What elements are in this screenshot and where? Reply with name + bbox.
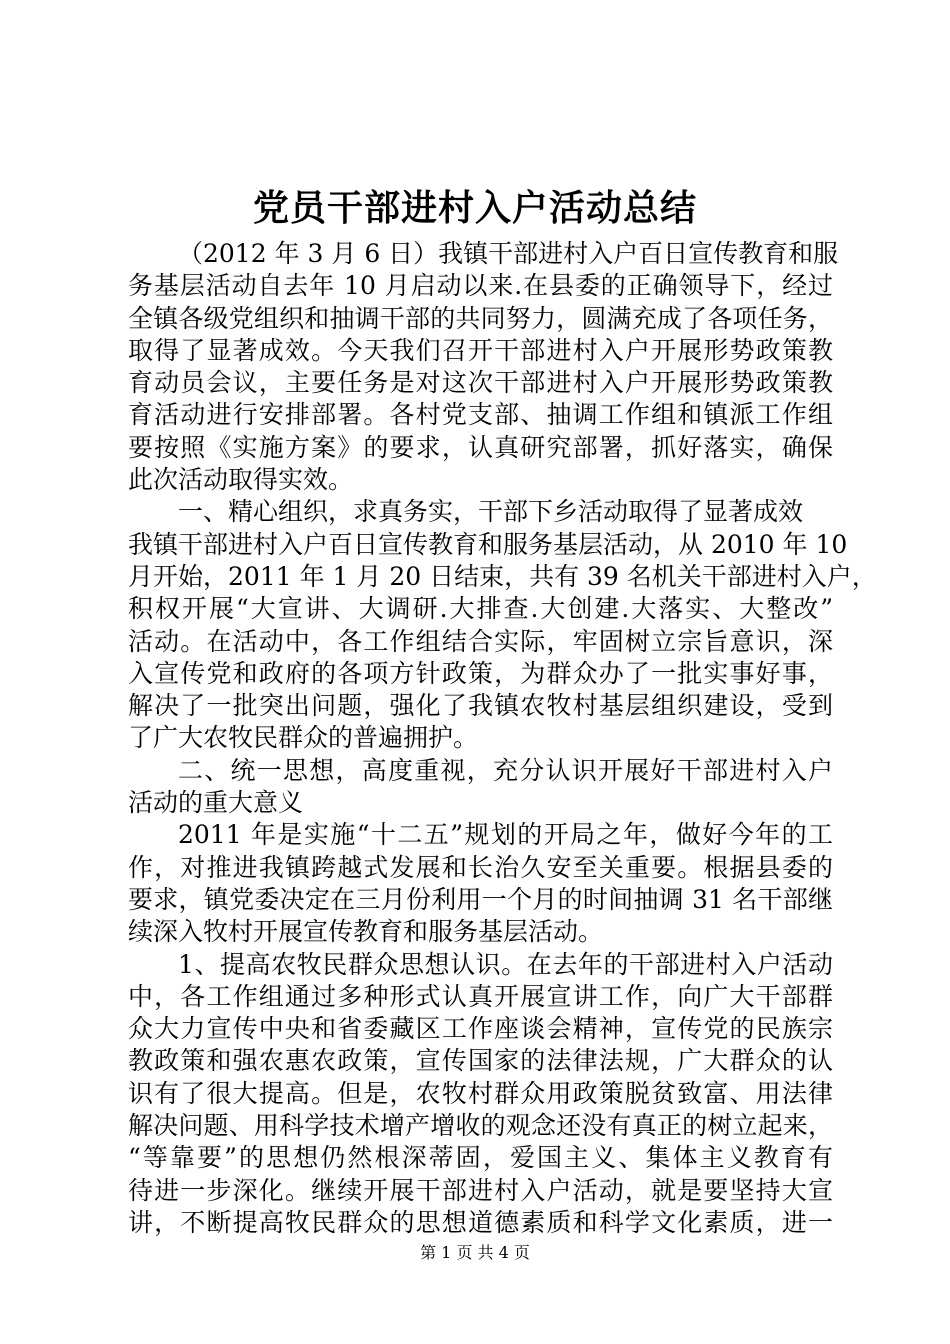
text-line: 续深入牧村开展宣传教育和服务基层活动。	[128, 917, 604, 947]
text-line: 解决问题、用科学技术增产增收的观念还没有真正的树立起来，	[128, 1111, 833, 1141]
text-line: 识有了很大提高。但是，农牧村群众用政策脱贫致富、用法律	[128, 1078, 833, 1108]
section-heading-2-cont: 活动的重大意义	[128, 788, 304, 818]
text-line: 我镇干部进村入户百日宣传教育和服务基层活动，从 2010 年 10	[128, 529, 848, 559]
section-heading-1: 一、精心组织，求真务实，干部下乡活动取得了显著成效	[178, 497, 804, 527]
text-line: 月开始，2011 年 1 月 20 日结束，共有 39 名机关干部进村入户，	[128, 561, 877, 591]
text-line: 要求，镇党委决定在三月份利用一个月的时间抽调 31 名干部继	[128, 884, 833, 914]
text-line: “等靠要”的思想仍然根深蒂固，爱国主义、集体主义教育有	[128, 1143, 833, 1173]
text-line: 了广大农牧民群众的普遍拥护。	[128, 723, 479, 753]
text-line: 教政策和强农惠农政策，宣传国家的法律法规，广大群众的认	[128, 1046, 833, 1076]
document-title: 党员干部进村入户活动总结	[252, 187, 697, 229]
text-line: 入宣传党和政府的各项方针政策，为群众办了一批实事好事，	[128, 658, 833, 688]
text-line: 积权开展“大宣讲、大调研.大排查.大创建.大落实、大整改”	[128, 594, 833, 624]
text-line: 全镇各级党组织和抽调干部的共同努力，圆满充成了各项任务，	[128, 303, 833, 333]
text-line: 众大力宣传中央和省委藏区工作座谈会精神，宣传党的民族宗	[128, 1014, 833, 1044]
text-line: 此次活动取得实效。	[128, 465, 354, 495]
text-line: （2012 年 3 月 6 日）我镇干部进村入户百日宣传教育和服	[178, 239, 839, 268]
text-line: 育动员会议，主要任务是对这次干部进村入户开展形势政策教	[128, 368, 833, 398]
text-line: 活动。在活动中，各工作组结合实际，牢固树立宗旨意识，深	[128, 626, 833, 656]
text-line: 讲，不断提高牧民群众的思想道德素质和科学文化素质，进一	[128, 1207, 833, 1237]
text-line: 取得了显著成效。今天我们召开干部进村入户开展形势政策教	[128, 335, 833, 365]
text-line: 务基层活动自去年 10 月启动以来.在县委的正确领导下，经过	[128, 271, 833, 301]
section-heading-2: 二、统一思想，高度重视，充分认识开展好干部进村入户	[178, 755, 833, 785]
text-line: 2011 年是实施“十二五”规划的开局之年，做好今年的工	[178, 820, 833, 850]
text-line: 育活动进行安排部署。各村党支部、抽调工作组和镇派工作组	[128, 400, 833, 430]
text-line: 要按照《实施方案》的要求，认真研究部署，抓好落实，确保	[128, 432, 833, 462]
text-line: 解决了一批突出问题，强化了我镇农牧村基层组织建设，受到	[128, 691, 833, 721]
page-footer: 第 1 页 共 4 页	[420, 1243, 530, 1262]
text-line: 中，各工作组通过多种形式认真开展宣讲工作，向广大干部群	[128, 981, 833, 1011]
text-line: 1、提高农牧民群众思想认识。在去年的干部进村入户活动	[178, 949, 833, 979]
text-line: 待进一步深化。继续开展干部进村入户活动，就是要坚持大宣	[128, 1175, 833, 1205]
text-line: 作，对推进我镇跨越式发展和长治久安至关重要。根据县委的	[128, 852, 833, 882]
document-body	[128, 238, 877, 1239]
